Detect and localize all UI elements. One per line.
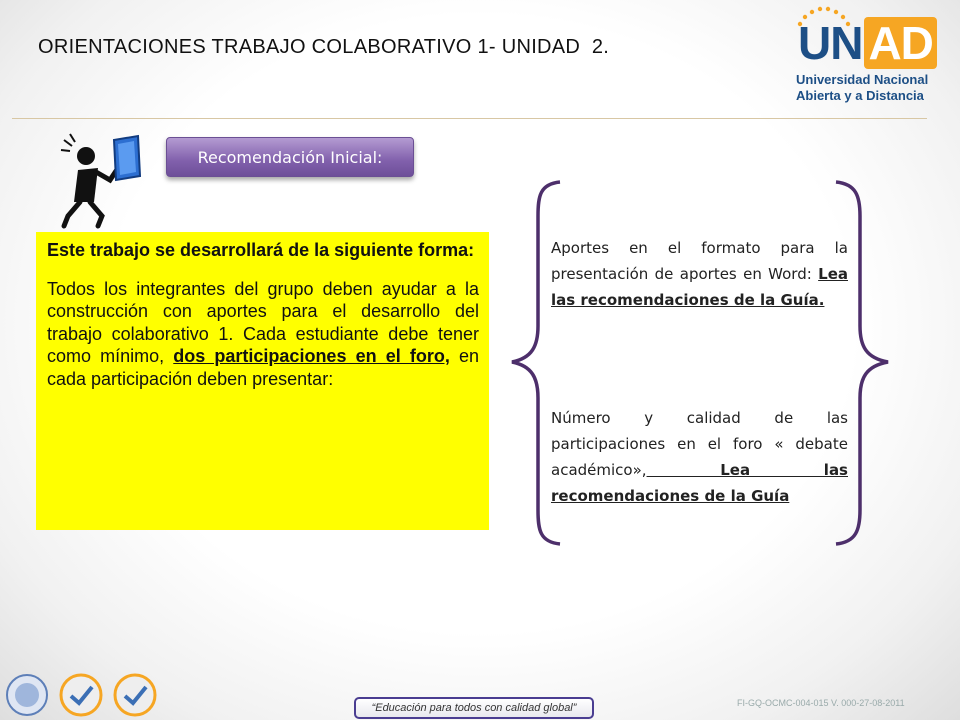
instructions-box	[36, 232, 489, 530]
sgs-certification-icon	[112, 672, 158, 718]
guide-recommendations-link[interactable]: Lea las recomendaciones de la Guía.	[551, 265, 848, 309]
instructions-body-emph: dos participaciones en el foro,	[173, 346, 450, 367]
logo-word-un: UN	[798, 17, 863, 69]
recommendation-button[interactable]: Recomendación Inicial:	[166, 137, 414, 177]
instructions-body	[47, 278, 479, 391]
document-code: FI-GQ-OCMC-004-015 V. 000-27-08-2011	[737, 698, 905, 708]
page-title: ORIENTACIONES TRABAJO COLABORATIVO 1- UNIDAD 2.	[38, 36, 610, 58]
instructions-title: Este trabajo se desarrollará de la siguiente forma:	[47, 240, 475, 260]
requirement-text: Aportes en el formato para la presentación de aportes en Word:	[551, 239, 848, 283]
reading-person-icon	[58, 130, 148, 230]
instructions-body-start: Todos los integrantes del grupo deben ayudar a la construcción con aportes para el desarrollo del trabajo colaborativo 1. Cada estudiante debe tener como mínimo,	[47, 278, 479, 367]
requirement-item	[551, 405, 848, 509]
logo-line-2: Abierta y a Distancia	[796, 88, 924, 103]
instructions-body-end: en cada participación deben presentar:	[47, 346, 479, 389]
footer-slogan: “Educación para todos con calidad global”	[354, 697, 594, 719]
requirement-item	[551, 235, 848, 313]
header-divider	[12, 118, 927, 119]
guide-recommendations-link[interactable]: Lea las recomendaciones de la Guía	[551, 461, 848, 505]
logo-line-1: Universidad Nacional	[796, 72, 929, 87]
requirement-text: Número y calidad de las participaciones en el foro « debate académico»,	[551, 409, 848, 479]
logo-word-ad: AD	[864, 17, 936, 69]
seal-icon	[4, 672, 50, 718]
sgs-certification-icon	[58, 672, 104, 718]
unad-logo	[790, 4, 940, 104]
logo-wordmark	[798, 18, 937, 68]
